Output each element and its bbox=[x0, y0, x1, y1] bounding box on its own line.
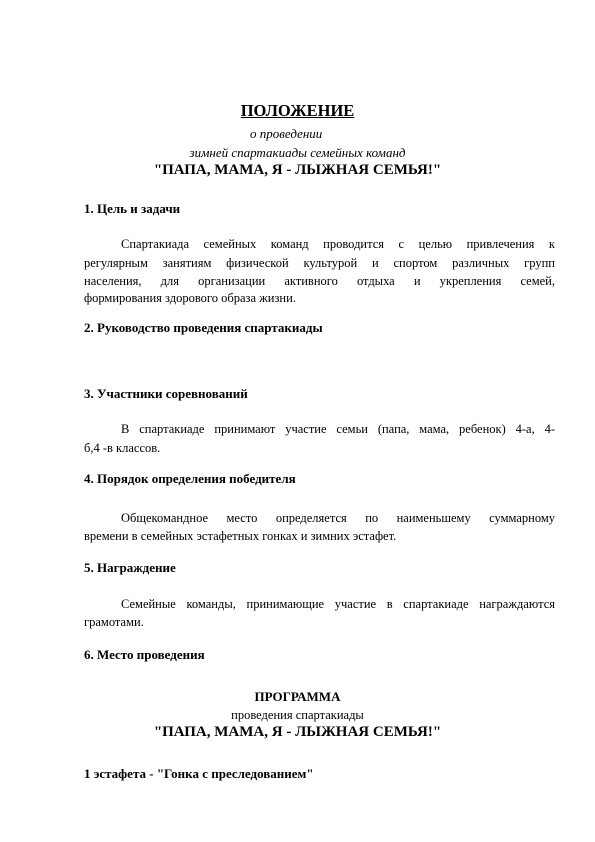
program-subtitle: проведения спартакиады bbox=[231, 708, 364, 722]
section-heading-awards: 5. Награждение bbox=[84, 560, 176, 575]
paragraph-line: грамотами. bbox=[84, 615, 144, 629]
paragraph-line: времени в семейных эстафетных гонках и зимних эстафет. bbox=[84, 529, 397, 543]
paragraph-line: регулярным занятиям физической культурой и спортом различных групп bbox=[84, 256, 555, 270]
section-heading-goals: 1. Цель и задачи bbox=[84, 201, 181, 216]
section-heading-management: 2. Руководство проведения спартакиады bbox=[84, 320, 323, 335]
program-event-name: "ПАПА, МАМА, Я - ЛЫЖНАЯ СЕМЬЯ!" bbox=[153, 724, 442, 740]
program-title: ПРОГРАММА bbox=[254, 689, 341, 704]
event-name: "ПАПА, МАМА, Я - ЛЫЖНАЯ СЕМЬЯ!" bbox=[153, 162, 442, 178]
section-heading-venue: 6. Место проведения bbox=[84, 647, 205, 662]
section-heading-winner: 4. Порядок определения победителя bbox=[84, 471, 296, 486]
paragraph-line: В спартакиаде принимают участие семьи (папа, мама, ребенок) 4-а, 4- bbox=[121, 422, 555, 436]
paragraph-line: б,4 -в классов. bbox=[84, 441, 161, 455]
subtitle-line-2: зимней спартакиады семейных команд bbox=[189, 145, 406, 160]
program-item-1: 1 эстафета - "Гонка с преследованием" bbox=[84, 766, 314, 781]
paragraph-line: Общекомандное место определяется по наименьшему суммарному bbox=[121, 511, 555, 525]
document-title: ПОЛОЖЕНИЕ bbox=[240, 101, 355, 120]
paragraph-line: населения, для организации активного отдыха и укрепления семей, bbox=[84, 274, 555, 288]
paragraph-line: формирования здорового образа жизни. bbox=[84, 291, 296, 305]
paragraph-line: Семейные команды, принимающие участие в спартакиаде награждаются bbox=[121, 597, 555, 611]
section-heading-participants: 3. Участники соревнований bbox=[84, 386, 248, 401]
subtitle-line-1: о проведении bbox=[250, 126, 323, 141]
paragraph-line: Спартакиада семейных команд проводится с целью привлечения к bbox=[121, 237, 555, 251]
